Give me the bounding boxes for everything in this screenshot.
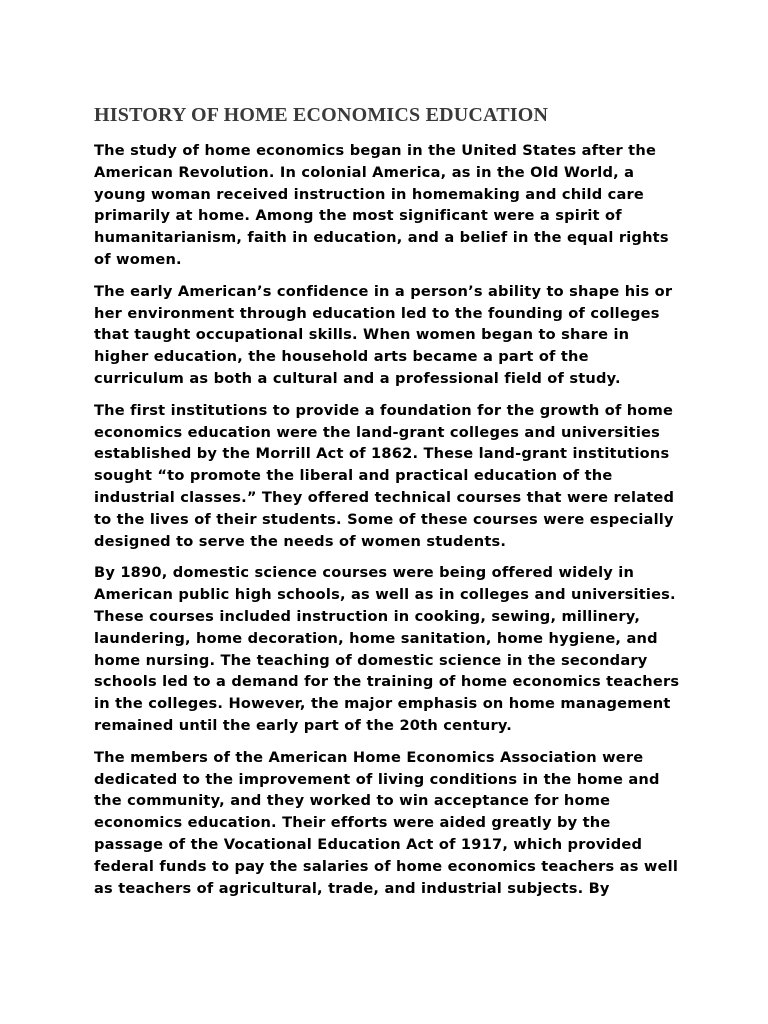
paragraph-1: The study of home economics began in the United States after the American Revolution. In colonial America, as in the Old World, a young woman received instruction in homemaking and child care primarily at home. Among the most significant were a spirit of humanitarianism, faith in education, and a belief in the equal rights of women.: [94, 142, 669, 268]
document-page: [94, 104, 684, 909]
paragraph-3: The first institutions to provide a foundation for the growth of home economics education were the land-grant colleges and universities established by the Morrill Act of 1862. These land-grant institutions sought “to promote the liberal and practical education of the industrial classes.” They offered technical courses that were related to the lives of their students. Some of these courses were especially designed to serve the needs of women students.: [94, 401, 675, 550]
paragraph-2: The early American’s confidence in a person’s ability to shape his or her environment through education led to the founding of colleges that taught occupational skills. When women began to share in higher education, the household arts became a part of the curriculum as both a cultural and a professional field of study.: [94, 282, 673, 387]
document-title: HISTORY OF HOME ECONOMICS EDUCATION: [94, 104, 549, 126]
paragraph-4: By 1890, domestic science courses were being offered widely in American public high schools, as well as in colleges and universities. These courses included instruction in cooking, sewing, millinery, laundering, home decoration, home sanitation, home hygiene, and home nursing. The teaching of domestic science in the secondary schools led to a demand for the training of home economics teachers in the colleges. However, the major emphasis on home management remained until the early part of the 20th century.: [94, 564, 680, 734]
paragraph-5: The members of the American Home Economics Association were dedicated to the improvement of living conditions in the home and the community, and they worked to win acceptance for home economics education. Their efforts were aided greatly by the passage of the Vocational Education Act of 1917, which provided federal funds to pay the salaries of home economics teachers as well as teachers of agricultural, trade, and industrial subjects. By: [94, 748, 679, 897]
